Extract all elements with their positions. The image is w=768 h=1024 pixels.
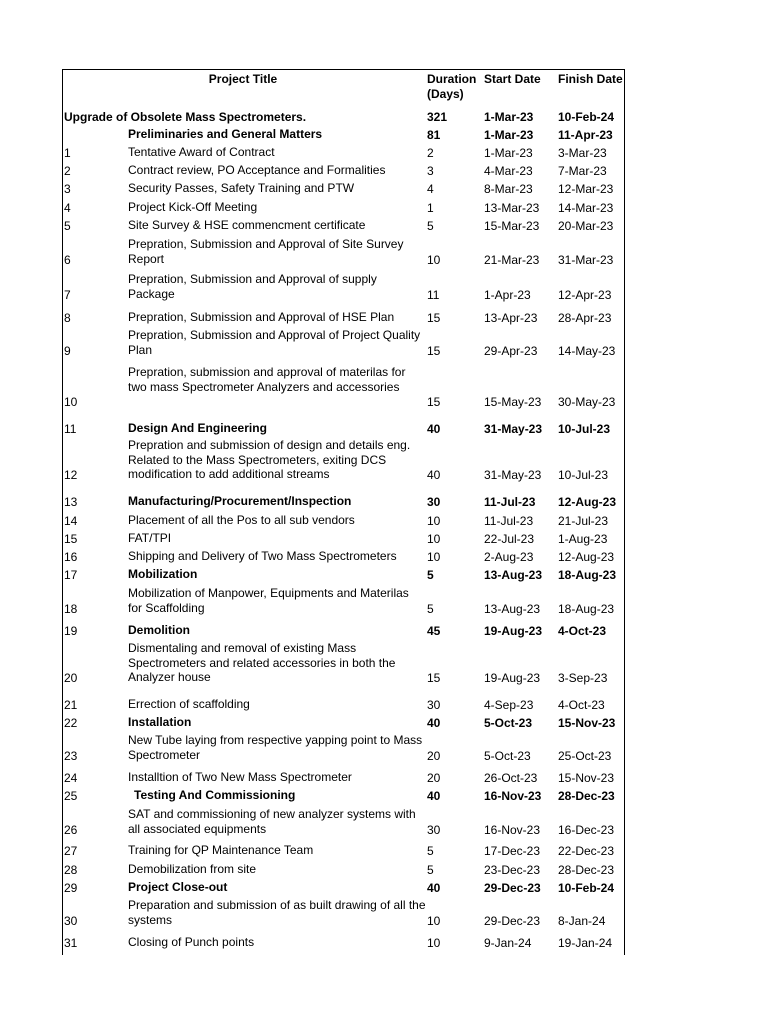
task-start-date: 13-Aug-23 — [484, 602, 541, 616]
task-duration: 15 — [427, 395, 441, 409]
task-finish-date: 20-Mar-23 — [558, 219, 614, 233]
row-number: 1 — [64, 146, 71, 160]
task-duration: 30 — [427, 823, 441, 837]
task-start-date: 4-Sep-23 — [484, 698, 534, 712]
task-name: Mobilization of Manpower, Equipments and Materilas for Scaffolding — [128, 586, 409, 615]
task-name: Prepration, Submission and Approval of Project Quality Plan — [128, 328, 421, 357]
task-duration: 10 — [427, 936, 441, 950]
task-duration: 4 — [427, 182, 434, 196]
task-start-date: 31-May-23 — [484, 422, 543, 436]
task-start-date: 11-Jul-23 — [484, 514, 534, 528]
task-start-date: 15-May-23 — [484, 395, 542, 409]
task-start-date: 31-May-23 — [484, 468, 542, 482]
row-number: 20 — [64, 671, 78, 685]
task-finish-date: 10-Feb-24 — [558, 881, 615, 895]
row-number: 27 — [64, 844, 78, 858]
row-number: 16 — [64, 550, 78, 564]
task-finish-date: 31-Mar-23 — [558, 253, 614, 267]
task-start-date: 17-Dec-23 — [484, 844, 541, 858]
task-finish-date: 12-Aug-23 — [558, 495, 617, 509]
row-number: 28 — [64, 863, 78, 877]
row-number: 19 — [64, 624, 78, 638]
row-number: 9 — [64, 344, 71, 358]
task-finish-date: 28-Dec-23 — [558, 863, 615, 877]
row-number: 18 — [64, 602, 78, 616]
task-name: FAT/TPI — [128, 531, 172, 545]
task-name: Prepration and submission of design and details eng. Related to the Mass Spectrometers, exiting DCS modification to add additional streams — [128, 438, 411, 481]
task-finish-date: 21-Jul-23 — [558, 514, 609, 528]
row-number: 23 — [64, 749, 78, 763]
row-number: 29 — [64, 881, 78, 895]
task-finish-date: 3-Sep-23 — [558, 671, 608, 685]
task-name: Manufacturing/Procurement/Inspection — [128, 494, 352, 508]
task-duration: 1 — [427, 201, 434, 215]
row-number: 3 — [64, 182, 71, 196]
header-start-date: Start Date — [484, 72, 541, 86]
row-number: 31 — [64, 936, 78, 950]
task-finish-date: 12-Mar-23 — [558, 182, 614, 196]
header-finish-date: Finish Date — [558, 72, 623, 86]
task-finish-date: 8-Jan-24 — [558, 914, 606, 928]
task-name: Prepration, Submission and Approval of supply Package — [128, 272, 377, 301]
row-number: 7 — [64, 288, 71, 302]
task-finish-date: 18-Aug-23 — [558, 602, 615, 616]
task-finish-date: 19-Jan-24 — [558, 936, 613, 950]
row-number: 21 — [64, 698, 78, 712]
task-duration: 15 — [427, 671, 441, 685]
task-duration: 10 — [427, 514, 441, 528]
task-finish-date: 10-Jul-23 — [558, 422, 611, 436]
task-start-date: 16-Nov-23 — [484, 789, 542, 803]
task-start-date: 11-Jul-23 — [484, 495, 536, 509]
project-title: Upgrade of Obsolete Mass Spectrometers. — [64, 110, 307, 124]
task-name: Preliminaries and General Matters — [128, 127, 323, 141]
task-name: Prepration, submission and approval of materilas for two mass Spectrometer Analyzers and accessories — [128, 365, 406, 394]
task-start-date: 4-Mar-23 — [484, 164, 533, 178]
task-start-date: 16-Nov-23 — [484, 823, 541, 837]
task-start-date: 9-Jan-24 — [484, 936, 532, 950]
row-number: 11 — [64, 422, 77, 436]
task-duration: 10 — [427, 550, 441, 564]
task-name: Installation — [128, 715, 192, 729]
task-finish-date: 22-Dec-23 — [558, 844, 615, 858]
task-name: Installtion of Two New Mass Spectrometer — [128, 770, 352, 784]
task-duration: 15 — [427, 311, 441, 325]
task-duration: 5 — [427, 863, 434, 877]
task-finish-date: 12-Apr-23 — [558, 288, 612, 302]
task-finish-date: 7-Mar-23 — [558, 164, 607, 178]
task-start-date: 29-Apr-23 — [484, 344, 538, 358]
task-finish-date: 4-Oct-23 — [558, 624, 607, 638]
task-start-date: 21-Mar-23 — [484, 253, 540, 267]
task-name: Prepration, Submission and Approval of Site Survey Report — [128, 237, 404, 266]
task-duration: 3 — [427, 164, 434, 178]
task-duration: 20 — [427, 771, 441, 785]
task-duration: 40 — [427, 716, 441, 730]
task-start-date: 13-Aug-23 — [484, 568, 543, 582]
task-duration: 45 — [427, 624, 441, 638]
task-start-date: 19-Aug-23 — [484, 624, 543, 638]
task-duration: 40 — [427, 422, 441, 436]
task-name: Site Survey & HSE commencment certificate — [128, 218, 366, 232]
task-duration: 5 — [427, 568, 434, 582]
task-start-date: 19-Aug-23 — [484, 671, 541, 685]
task-name: Closing of Punch points — [128, 935, 255, 949]
row-number: 17 — [64, 568, 78, 582]
task-duration: 40 — [427, 468, 441, 482]
task-name: Training for QP Maintenance Team — [128, 843, 314, 857]
task-name: Prepration, Submission and Approval of HSE Plan — [128, 310, 395, 324]
task-finish-date: 12-Aug-23 — [558, 550, 615, 564]
task-name: Contract review, PO Acceptance and Formalities — [128, 163, 386, 177]
row-number: 14 — [64, 514, 78, 528]
task-start-date: 13-Apr-23 — [484, 311, 538, 325]
row-number: 4 — [64, 201, 71, 215]
task-name: Errection of scaffolding — [128, 697, 250, 711]
task-name: Demobilization from site — [128, 862, 257, 876]
row-number: 13 — [64, 495, 78, 509]
task-name: Project Kick-Off Meeting — [128, 200, 258, 214]
task-name: Preparation and submission of as built drawing of all the systems — [128, 898, 426, 927]
task-start-date: 1-Mar-23 — [484, 128, 534, 142]
task-start-date: 1-Mar-23 — [484, 146, 533, 160]
project-duration: 321 — [427, 110, 448, 124]
task-duration: 40 — [427, 789, 441, 803]
task-start-date: 2-Aug-23 — [484, 550, 534, 564]
row-number: 24 — [64, 771, 78, 785]
task-finish-date: 25-Oct-23 — [558, 749, 612, 763]
task-start-date: 26-Oct-23 — [484, 771, 538, 785]
task-duration: 30 — [427, 698, 441, 712]
task-finish-date: 4-Oct-23 — [558, 698, 605, 712]
task-name: Shipping and Delivery of Two Mass Spectrometers — [128, 549, 397, 563]
task-duration: 10 — [427, 532, 441, 546]
row-number: 8 — [64, 311, 71, 325]
task-finish-date: 1-Aug-23 — [558, 532, 608, 546]
task-duration: 10 — [427, 914, 441, 928]
task-duration: 10 — [427, 253, 441, 267]
task-finish-date: 11-Apr-23 — [558, 128, 613, 142]
task-start-date: 29-Dec-23 — [484, 881, 541, 895]
task-finish-date: 18-Aug-23 — [558, 568, 617, 582]
row-number: 22 — [64, 716, 78, 730]
task-finish-date: 15-Nov-23 — [558, 716, 616, 730]
task-start-date: 23-Dec-23 — [484, 863, 541, 877]
task-finish-date: 28-Apr-23 — [558, 311, 612, 325]
row-number: 12 — [64, 468, 78, 482]
task-name: Placement of all the Pos to all sub vendors — [128, 513, 355, 527]
row-number: 2 — [64, 164, 71, 178]
task-start-date: 15-Mar-23 — [484, 219, 540, 233]
task-name: SAT and commissioning of new analyzer systems with all associated equipments — [128, 807, 416, 836]
task-start-date: 5-Oct-23 — [484, 749, 531, 763]
row-number: 5 — [64, 219, 71, 233]
project-finish: 10-Feb-24 — [558, 110, 615, 124]
task-finish-date: 16-Dec-23 — [558, 823, 615, 837]
task-name: Design And Engineering — [128, 421, 267, 435]
task-start-date: 5-Oct-23 — [484, 716, 533, 730]
task-name: Testing And Commissioning — [134, 788, 296, 802]
task-name: Mobilization — [128, 567, 198, 581]
header-project-title: Project Title — [208, 72, 278, 86]
task-finish-date: 30-May-23 — [558, 395, 616, 409]
task-start-date: 29-Dec-23 — [484, 914, 541, 928]
project-start: 1-Mar-23 — [484, 110, 534, 124]
row-number: 25 — [64, 789, 78, 803]
task-name: Dismentaling and removal of existing Mass Spectrometers and related accessories in both the Analyzer house — [128, 641, 396, 684]
task-start-date: 13-Mar-23 — [484, 201, 540, 215]
task-name: Tentative Award of Contract — [128, 145, 275, 159]
task-finish-date: 14-May-23 — [558, 344, 616, 358]
task-name: New Tube laying from respective yapping point to Mass Spectrometer — [128, 733, 423, 762]
task-finish-date: 10-Jul-23 — [558, 468, 609, 482]
row-number: 15 — [64, 532, 78, 546]
task-duration: 5 — [427, 219, 434, 233]
schedule-sheet — [62, 69, 625, 955]
task-duration: 15 — [427, 344, 441, 358]
row-number: 30 — [64, 914, 78, 928]
task-name: Project Close-out — [128, 880, 228, 894]
task-duration: 11 — [427, 288, 440, 302]
task-start-date: 22-Jul-23 — [484, 532, 535, 546]
task-finish-date: 3-Mar-23 — [558, 146, 607, 160]
task-finish-date: 14-Mar-23 — [558, 201, 614, 215]
task-duration: 30 — [427, 495, 441, 509]
row-number: 26 — [64, 823, 78, 837]
row-number: 10 — [64, 395, 78, 409]
task-start-date: 1-Apr-23 — [484, 288, 531, 302]
task-finish-date: 15-Nov-23 — [558, 771, 615, 785]
task-finish-date: 28-Dec-23 — [558, 789, 615, 803]
task-name: Demolition — [128, 623, 190, 637]
task-duration: 5 — [427, 844, 434, 858]
task-duration: 20 — [427, 749, 441, 763]
task-duration: 81 — [427, 128, 441, 142]
task-duration: 2 — [427, 146, 434, 160]
header-duration: Duration (Days) — [427, 72, 477, 101]
task-start-date: 8-Mar-23 — [484, 182, 533, 196]
task-duration: 5 — [427, 602, 434, 616]
task-duration: 40 — [427, 881, 441, 895]
row-number: 6 — [64, 253, 71, 267]
task-name: Security Passes, Safety Training and PTW — [128, 181, 355, 195]
